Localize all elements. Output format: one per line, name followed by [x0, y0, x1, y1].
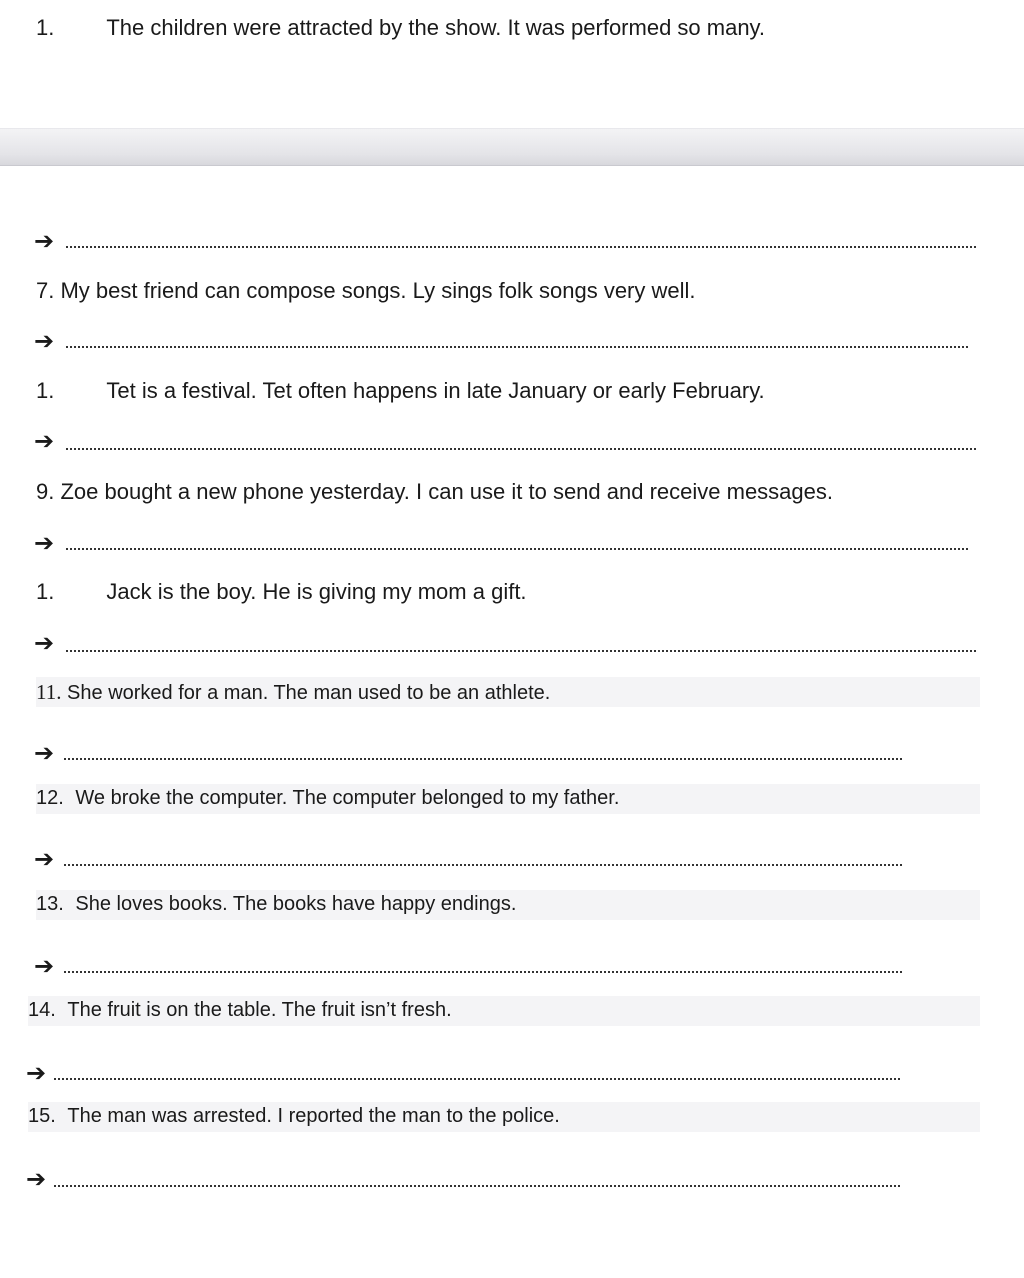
answer-line[interactable]	[54, 1078, 900, 1080]
arrow-icon: ➔	[34, 629, 55, 657]
question-text: The fruit is on the table. The fruit isn’t fresh.	[67, 999, 452, 1021]
arrow-icon: ➔	[34, 327, 55, 355]
question-number: 1.	[36, 15, 55, 40]
question-text: We broke the computer. The computer belonged to my father.	[75, 787, 620, 809]
question-13	[36, 893, 516, 916]
question-number: 7.	[36, 278, 55, 303]
question-number: 9.	[36, 479, 55, 504]
question-text: Zoe bought a new phone yesterday. I can use it to send and receive messages.	[60, 479, 833, 504]
question-text: She loves books. The books have happy endings.	[75, 893, 517, 915]
arrow-icon: ➔	[26, 1059, 47, 1087]
question-11	[36, 680, 550, 705]
question-text: My best friend can compose songs. Ly sings folk songs very well.	[60, 278, 696, 303]
answer-line[interactable]	[66, 246, 976, 248]
question-number: 15.	[28, 1105, 56, 1127]
arrow-icon: ➔	[34, 845, 55, 873]
question-text: Jack is the boy. He is giving my mom a gift.	[106, 579, 527, 604]
question-text: The man was arrested. I reported the man to the police.	[67, 1105, 560, 1127]
answer-line[interactable]	[66, 650, 976, 652]
question-number: 13.	[36, 893, 64, 915]
answer-line[interactable]	[64, 864, 902, 866]
arrow-icon: ➔	[34, 739, 55, 767]
answer-line[interactable]	[64, 971, 902, 973]
question-12	[36, 787, 619, 810]
arrow-icon: ➔	[34, 952, 55, 980]
question-number: 12.	[36, 787, 64, 809]
question-1	[36, 15, 765, 41]
question-text: She worked for a man. The man used to be an athlete.	[67, 682, 551, 704]
arrow-icon: ➔	[26, 1165, 47, 1193]
question-15	[28, 1105, 560, 1128]
question-9	[36, 479, 833, 505]
question-10	[36, 579, 527, 605]
question-text: Tet is a festival. Tet often happens in late January or early February.	[106, 378, 765, 403]
question-number: 14.	[28, 999, 56, 1021]
page-divider	[0, 128, 1024, 166]
answer-line[interactable]	[54, 1185, 900, 1187]
answer-line[interactable]	[66, 548, 968, 550]
question-7	[36, 278, 696, 304]
arrow-icon: ➔	[34, 227, 55, 255]
question-8	[36, 378, 765, 404]
arrow-icon: ➔	[34, 427, 55, 455]
answer-line[interactable]	[66, 346, 968, 348]
answer-line[interactable]	[64, 758, 902, 760]
question-number: 1.	[36, 378, 55, 403]
arrow-icon: ➔	[34, 529, 55, 557]
answer-line[interactable]	[66, 448, 976, 450]
question-number: 1.	[36, 579, 55, 604]
question-14	[28, 999, 452, 1022]
question-number: 11.	[36, 680, 62, 704]
question-text: The children were attracted by the show. It was performed so many.	[106, 15, 766, 40]
